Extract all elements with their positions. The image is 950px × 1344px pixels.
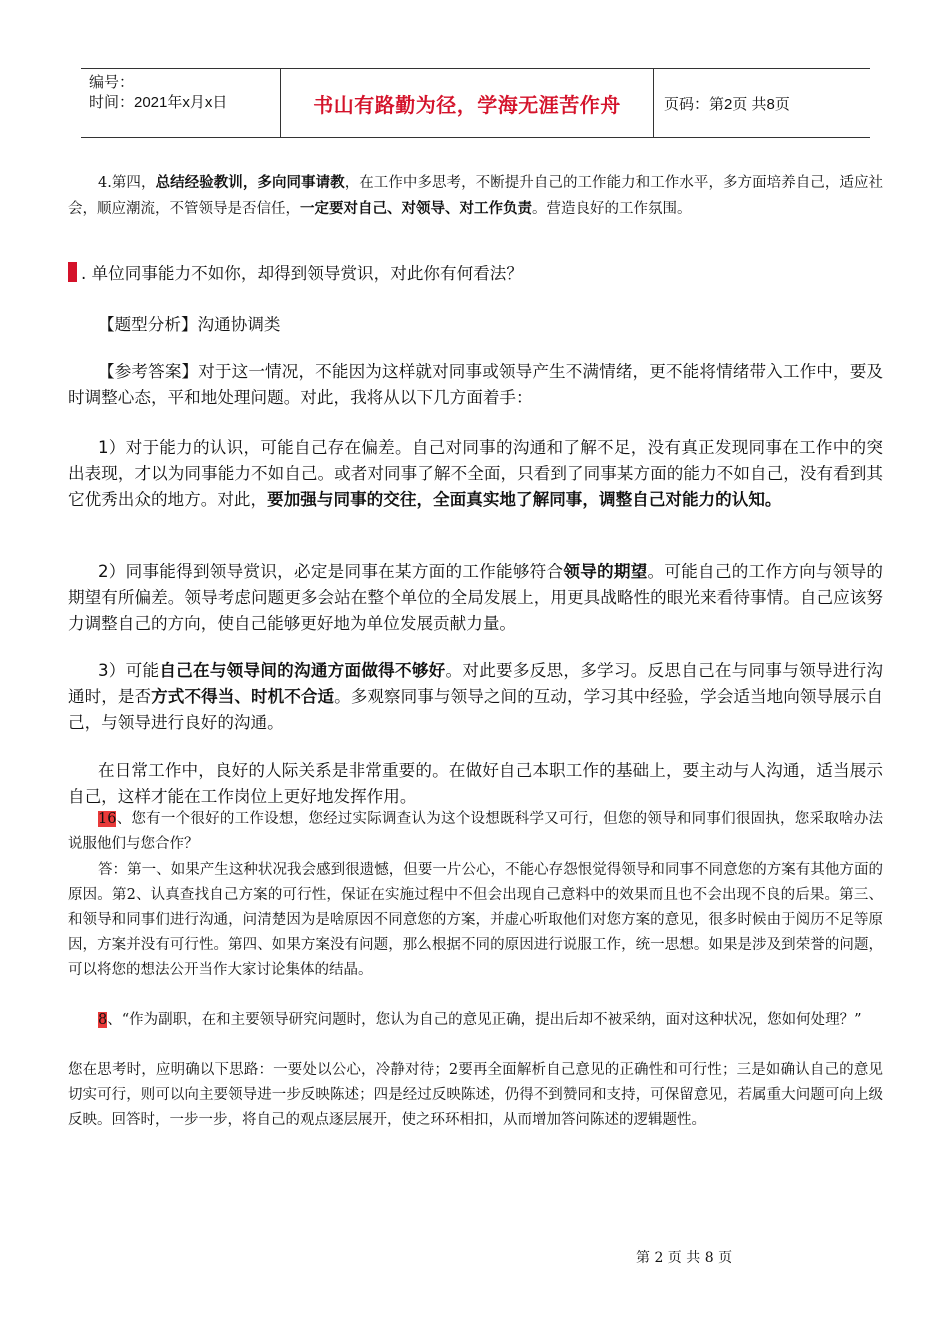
bold-text: 自己在与领导间的沟通方面做得不够好 xyxy=(159,661,446,680)
text: ，在工作中多思考，不断提升自己的工作能力和工作水平，多方面培养自己，适应社会，顺应潮流，不管领导是否信任， xyxy=(68,175,884,217)
point-1 xyxy=(68,435,883,513)
answer-16: 答：第一、如果产生这种状况我会感到很遗憾，但要一片公心，不能心存怨恨觉得领导和同事不同意您的方案有其他方面的原因。第2、认真查找自己方案的可行性，保证在实施过程中不但会出现自己意料中的效果而且也不会出现不良的后果。第三、和领导和同事们进行沟通，问清楚因为是啥原因不同意您的方案，并虚心听取他们对您方案的意见，很多时候由于阅历不足等原因，方案并没有可行性。第四、如果方案没有问题，那么根据不同的原因进行说服工作，统一思想。如果是涉及到荣誉的问题，可以将您的想法公开当作大家讨论集体的结晶。 xyxy=(68,862,883,978)
reference-answer: 【参考答案】对于这一情况，不能因为这样就对同事或领导产生不满情绪，更不能将情绪带入工作中，要及时调整心态，平和地处理问题。对此，我将从以下几方面着手： xyxy=(68,362,883,407)
type-analysis: 【题型分析】沟通协调类 xyxy=(98,315,281,334)
bold-text: 要加强与同事的交往，全面真实地了解同事，调整自己对能力的认知。 xyxy=(267,490,782,509)
question-number: 16 xyxy=(98,811,117,827)
page-footer: 第 2 页 共 8 页 xyxy=(636,1250,733,1266)
number-label: 编号： xyxy=(89,74,135,91)
text: 3）可能 xyxy=(98,661,160,680)
text: 。对此要多反思，多学习。反思自己在与同事与领导进行沟通时，是否 xyxy=(68,661,884,706)
point-2 xyxy=(68,559,883,637)
page-header xyxy=(81,68,870,138)
text: 1）对于能力的认识，可能自己存在偏差。自己对同事的沟通和了解不足，没有真正发现同事在工作中的突出表现，才以为同事能力不如自己。或者对同事了解不全面，只看到了同事某方面的能力不如自己，没有看到其它优秀出众的地方。对此， xyxy=(68,438,883,509)
text: 4.第四， xyxy=(98,175,156,191)
text: 。可能自己的工作方向与领导的期望有所偏差。领导考虑问题更多会站在整个单位的全局发展上，用更具战略性的眼光来看待事情。自己应该努力调整自己的方向，使自己能够更好地为单位发展贡献力量。 xyxy=(68,562,884,633)
question-16 xyxy=(68,807,883,857)
question-text: . 单位同事能力不如你，却得到领导赏识，对此你有何看法？ xyxy=(81,264,523,283)
point-3 xyxy=(68,658,883,736)
closing-paragraph: 在日常工作中，良好的人际关系是非常重要的。在做好自己本职工作的基础上，要主动与人沟通，适当展示自己，这样才能在工作岗位上更好地发挥作用。 xyxy=(68,761,883,806)
question-8 xyxy=(68,1008,883,1033)
bold-text: 总结经验教训，多向同事请教 xyxy=(155,174,345,191)
red-marker xyxy=(68,262,77,282)
time-label: 时间：2021年x月x日 xyxy=(89,94,228,111)
paragraph-fourth xyxy=(68,170,883,222)
header-motto: 书山有路勤为径，学海无涯苦作舟 xyxy=(281,69,654,137)
bold-text: 领导的期望 xyxy=(563,562,648,581)
header-page-label: 页码：第2页 共8页 xyxy=(664,95,790,113)
bold-text: 一定要对自己、对领导、对工作负责 xyxy=(300,200,532,217)
question-text: 、“作为副职，在和主要领导研究问题时，您认为自己的意见正确，提出后却不被采纳，面对这种状况，您如何处理？” xyxy=(107,1012,862,1028)
text: 。营造良好的工作氛围。 xyxy=(532,201,692,217)
text: 。多观察同事与领导之间的互动，学习其中经验，学会适当地向领导展示自己，与领导进行良好的沟通。 xyxy=(68,687,884,732)
answer-8: 您在思考时，应明确以下思路：一要处以公心，冷静对待；2要再全面解析自己意见的正确性和可行性；三是如确认自己的意见切实可行，则可以向主要领导进一步反映陈述；四是经过反映陈述，仍得不到赞同和支持，可保留意见，若属重大问题可向上级反映。回答时，一步一步，将自己的观点逐层展开，使之环环相扣，从而增加答问陈述的逻辑题性。 xyxy=(68,1062,883,1128)
header-meta xyxy=(81,69,281,137)
bold-text: 方式不得当、时机不合适 xyxy=(151,687,335,706)
question-heading xyxy=(68,261,883,287)
question-number: 8 xyxy=(98,1012,108,1028)
text: 2）同事能得到领导赏识，必定是同事在某方面的工作能够符合 xyxy=(98,562,564,581)
question-text: 、您有一个很好的工作设想，您经过实际调查认为这个设想既科学又可行，但您的领导和同事们很固执，您采取啥办法说服他们与您合作？ xyxy=(68,811,883,852)
